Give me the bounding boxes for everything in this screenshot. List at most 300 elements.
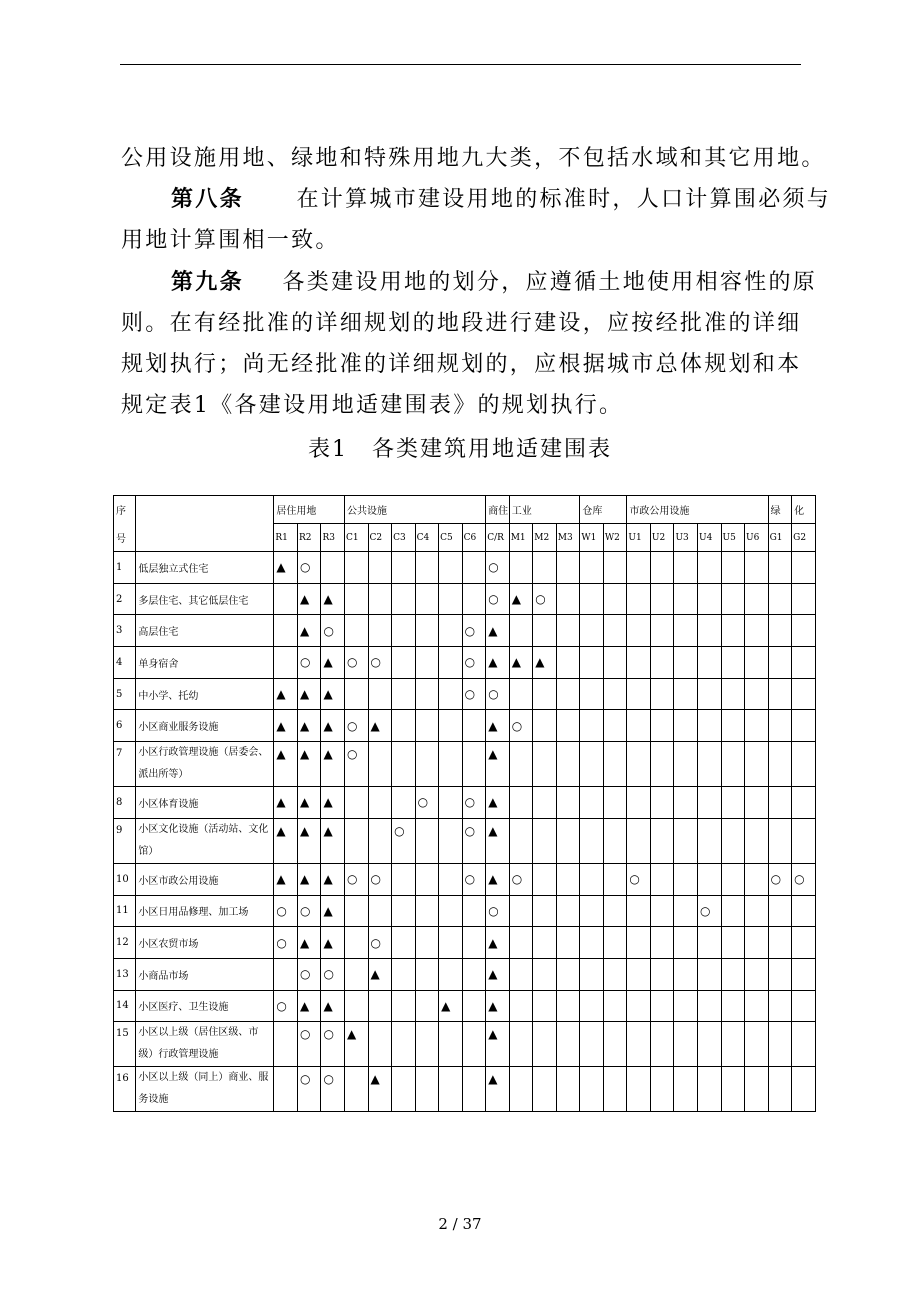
conditional-mark: ○: [486, 678, 510, 710]
row-number: 9: [114, 818, 136, 863]
empty-cell: [345, 615, 369, 647]
empty-cell: [368, 1022, 392, 1067]
paragraph-article-9: [121, 262, 818, 426]
row-number: 15: [114, 1022, 136, 1067]
suitable-mark: ▲: [486, 787, 510, 819]
table-row: [114, 1067, 816, 1112]
table-row: [114, 678, 816, 710]
conditional-mark: ○: [462, 787, 486, 819]
row-number: 13: [114, 958, 136, 990]
conditional-mark: ○: [274, 990, 298, 1022]
empty-cell: [768, 1067, 792, 1112]
column-code: M3: [556, 524, 580, 552]
column-code: U5: [721, 524, 745, 552]
empty-cell: [745, 710, 769, 742]
row-name: 小区商业服务设施: [136, 710, 274, 742]
empty-cell: [721, 818, 745, 863]
empty-cell: [509, 1067, 533, 1112]
table-row: [114, 787, 816, 819]
row-name: 小区医疗、卫生设施: [136, 990, 274, 1022]
empty-cell: [580, 615, 604, 647]
column-code: C6: [462, 524, 486, 552]
column-code: U1: [627, 524, 651, 552]
suitable-mark: ▲: [274, 552, 298, 584]
conditional-mark: ○: [297, 958, 321, 990]
empty-cell: [721, 583, 745, 615]
suitable-mark: ▲: [297, 678, 321, 710]
empty-cell: [556, 787, 580, 819]
empty-cell: [439, 1067, 463, 1112]
empty-cell: [721, 895, 745, 927]
empty-cell: [533, 742, 557, 787]
row-name: 中小学、托幼: [136, 678, 274, 710]
empty-cell: [792, 710, 816, 742]
empty-cell: [603, 742, 627, 787]
empty-cell: [674, 927, 698, 959]
conditional-mark: ○: [297, 1067, 321, 1112]
empty-cell: [368, 742, 392, 787]
empty-cell: [745, 647, 769, 679]
conditional-mark: ○: [509, 863, 533, 895]
column-code: R2: [297, 524, 321, 552]
conditional-mark: ○: [297, 895, 321, 927]
empty-cell: [792, 678, 816, 710]
empty-cell: [392, 710, 416, 742]
empty-cell: [462, 958, 486, 990]
row-number: 11: [114, 895, 136, 927]
empty-cell: [368, 818, 392, 863]
empty-cell: [792, 787, 816, 819]
suitable-mark: ▲: [368, 958, 392, 990]
conditional-mark: ○: [345, 710, 369, 742]
suitable-mark: ▲: [439, 990, 463, 1022]
suitable-mark: ▲: [486, 615, 510, 647]
empty-cell: [392, 1022, 416, 1067]
column-code: U6: [745, 524, 769, 552]
empty-cell: [580, 742, 604, 787]
conditional-mark: ○: [533, 583, 557, 615]
empty-cell: [392, 787, 416, 819]
empty-cell: [439, 710, 463, 742]
empty-cell: [603, 863, 627, 895]
empty-cell: [439, 615, 463, 647]
empty-cell: [627, 583, 651, 615]
suitable-mark: ▲: [321, 895, 345, 927]
row-name: 低层独立式住宅: [136, 552, 274, 584]
column-code: C3: [392, 524, 416, 552]
empty-cell: [533, 958, 557, 990]
empty-cell: [368, 787, 392, 819]
empty-cell: [345, 552, 369, 584]
suitable-mark: ▲: [297, 787, 321, 819]
empty-cell: [697, 1022, 721, 1067]
empty-cell: [627, 615, 651, 647]
empty-cell: [745, 990, 769, 1022]
empty-cell: [674, 647, 698, 679]
empty-cell: [603, 1067, 627, 1112]
empty-cell: [580, 552, 604, 584]
empty-cell: [745, 958, 769, 990]
column-code: G2: [792, 524, 816, 552]
empty-cell: [697, 583, 721, 615]
conditional-mark: ○: [462, 615, 486, 647]
empty-cell: [650, 895, 674, 927]
conditional-mark: ○: [321, 1067, 345, 1112]
empty-cell: [721, 615, 745, 647]
empty-cell: [509, 552, 533, 584]
table-row: [114, 742, 816, 787]
conditional-mark: ○: [792, 863, 816, 895]
empty-cell: [697, 818, 721, 863]
conditional-mark: ○: [345, 863, 369, 895]
empty-cell: [580, 927, 604, 959]
conditional-mark: ○: [345, 742, 369, 787]
empty-cell: [533, 787, 557, 819]
empty-cell: [697, 990, 721, 1022]
empty-cell: [368, 615, 392, 647]
empty-cell: [650, 990, 674, 1022]
empty-cell: [321, 552, 345, 584]
column-code: C/R: [486, 524, 510, 552]
name-header: [136, 496, 274, 552]
table-row: [114, 927, 816, 959]
seq-header-bottom: 号: [114, 524, 136, 552]
row-number: 2: [114, 583, 136, 615]
empty-cell: [603, 927, 627, 959]
empty-cell: [368, 678, 392, 710]
empty-cell: [580, 678, 604, 710]
empty-cell: [674, 615, 698, 647]
conditional-mark: ○: [274, 927, 298, 959]
empty-cell: [650, 647, 674, 679]
empty-cell: [580, 958, 604, 990]
conditional-mark: ○: [297, 1022, 321, 1067]
empty-cell: [792, 1067, 816, 1112]
empty-cell: [439, 895, 463, 927]
suitable-mark: ▲: [509, 583, 533, 615]
row-number: 12: [114, 927, 136, 959]
conditional-mark: ○: [462, 647, 486, 679]
row-name: 小区体育设施: [136, 787, 274, 819]
column-code: W2: [603, 524, 627, 552]
conditional-mark: ○: [297, 647, 321, 679]
conditional-mark: ○: [392, 818, 416, 863]
empty-cell: [674, 895, 698, 927]
empty-cell: [392, 742, 416, 787]
empty-cell: [674, 1022, 698, 1067]
empty-cell: [509, 742, 533, 787]
empty-cell: [462, 552, 486, 584]
empty-cell: [674, 742, 698, 787]
empty-cell: [274, 647, 298, 679]
empty-cell: [792, 552, 816, 584]
empty-cell: [792, 958, 816, 990]
empty-cell: [580, 1022, 604, 1067]
empty-cell: [674, 552, 698, 584]
empty-cell: [627, 818, 651, 863]
empty-cell: [768, 895, 792, 927]
empty-cell: [368, 583, 392, 615]
suitable-mark: ▲: [297, 710, 321, 742]
empty-cell: [697, 710, 721, 742]
conditional-mark: ○: [368, 647, 392, 679]
empty-cell: [415, 895, 439, 927]
conditional-mark: ○: [697, 895, 721, 927]
empty-cell: [792, 818, 816, 863]
empty-cell: [627, 742, 651, 787]
empty-cell: [392, 990, 416, 1022]
row-name: 小商品市场: [136, 958, 274, 990]
empty-cell: [274, 1022, 298, 1067]
empty-cell: [792, 990, 816, 1022]
column-code: U3: [674, 524, 698, 552]
empty-cell: [627, 958, 651, 990]
empty-cell: [462, 990, 486, 1022]
suitable-mark: ▲: [274, 818, 298, 863]
table-row: [114, 990, 816, 1022]
conditional-mark: ○: [486, 552, 510, 584]
empty-cell: [392, 615, 416, 647]
article-8-text: 在计算城市建设用地的标准时，人口计算围必须与: [296, 187, 832, 212]
page-number: 2 / 37: [438, 1215, 482, 1233]
empty-cell: [603, 647, 627, 679]
empty-cell: [556, 895, 580, 927]
empty-cell: [674, 710, 698, 742]
empty-cell: [533, 818, 557, 863]
column-code: M2: [533, 524, 557, 552]
empty-cell: [650, 615, 674, 647]
group-header: 绿: [768, 496, 792, 524]
row-number: 4: [114, 647, 136, 679]
empty-cell: [674, 990, 698, 1022]
article-8-label: 第八条: [171, 186, 244, 212]
empty-cell: [415, 1067, 439, 1112]
empty-cell: [533, 1022, 557, 1067]
empty-cell: [392, 863, 416, 895]
group-header: 仓库: [580, 496, 627, 524]
empty-cell: [345, 1067, 369, 1112]
empty-cell: [345, 927, 369, 959]
column-code: R1: [274, 524, 298, 552]
column-code: U2: [650, 524, 674, 552]
conditional-mark: ○: [462, 818, 486, 863]
empty-cell: [745, 742, 769, 787]
empty-cell: [439, 787, 463, 819]
empty-cell: [345, 958, 369, 990]
suitable-mark: ▲: [274, 787, 298, 819]
table-row: [114, 647, 816, 679]
empty-cell: [697, 787, 721, 819]
empty-cell: [792, 615, 816, 647]
conditional-mark: ○: [462, 678, 486, 710]
empty-cell: [392, 583, 416, 615]
empty-cell: [392, 552, 416, 584]
empty-cell: [556, 710, 580, 742]
empty-cell: [674, 863, 698, 895]
empty-cell: [533, 990, 557, 1022]
empty-cell: [415, 927, 439, 959]
empty-cell: [697, 1067, 721, 1112]
suitable-mark: ▲: [321, 742, 345, 787]
suitable-mark: ▲: [321, 787, 345, 819]
conditional-mark: ○: [627, 863, 651, 895]
empty-cell: [533, 710, 557, 742]
empty-cell: [697, 647, 721, 679]
conditional-mark: ○: [768, 863, 792, 895]
empty-cell: [415, 710, 439, 742]
empty-cell: [627, 990, 651, 1022]
empty-cell: [392, 958, 416, 990]
empty-cell: [556, 990, 580, 1022]
empty-cell: [792, 895, 816, 927]
suitable-mark: ▲: [321, 818, 345, 863]
conditional-mark: ○: [462, 863, 486, 895]
empty-cell: [345, 583, 369, 615]
suitable-mark: ▲: [274, 742, 298, 787]
empty-cell: [603, 583, 627, 615]
empty-cell: [580, 710, 604, 742]
suitable-mark: ▲: [297, 818, 321, 863]
empty-cell: [603, 1022, 627, 1067]
suitable-mark: ▲: [297, 927, 321, 959]
empty-cell: [674, 1067, 698, 1112]
row-number: 1: [114, 552, 136, 584]
empty-cell: [768, 552, 792, 584]
empty-cell: [580, 863, 604, 895]
suitable-mark: ▲: [486, 647, 510, 679]
suitable-mark: ▲: [368, 710, 392, 742]
empty-cell: [745, 818, 769, 863]
land-use-table: [113, 495, 816, 1112]
empty-cell: [368, 990, 392, 1022]
empty-cell: [580, 990, 604, 1022]
empty-cell: [345, 990, 369, 1022]
table-header-groups: [114, 496, 816, 524]
empty-cell: [580, 583, 604, 615]
empty-cell: [745, 678, 769, 710]
article-9-text: 各类建设用地的划分，应遵循土地使用相容性的原: [282, 270, 818, 295]
suitable-mark: ▲: [321, 583, 345, 615]
empty-cell: [697, 552, 721, 584]
row-name: 小区以上级（居住区级、市级）行政管理设施: [136, 1022, 274, 1067]
row-number: 3: [114, 615, 136, 647]
empty-cell: [274, 615, 298, 647]
row-name: 小区以上级（同上）商业、服务设施: [136, 1067, 274, 1112]
column-code: M1: [509, 524, 533, 552]
empty-cell: [697, 863, 721, 895]
paragraph-article-8: [121, 179, 832, 261]
empty-cell: [674, 818, 698, 863]
empty-cell: [603, 990, 627, 1022]
row-name: 小区文化设施（活动站、文化馆）: [136, 818, 274, 863]
empty-cell: [674, 583, 698, 615]
empty-cell: [768, 742, 792, 787]
empty-cell: [462, 895, 486, 927]
column-code: G1: [768, 524, 792, 552]
empty-cell: [768, 710, 792, 742]
article-9-label: 第九条: [171, 269, 244, 295]
empty-cell: [603, 818, 627, 863]
empty-cell: [721, 647, 745, 679]
suitable-mark: ▲: [321, 647, 345, 679]
table-row: [114, 818, 816, 863]
empty-cell: [556, 647, 580, 679]
empty-cell: [533, 552, 557, 584]
empty-cell: [439, 647, 463, 679]
empty-cell: [580, 787, 604, 819]
empty-cell: [415, 615, 439, 647]
suitable-mark: ▲: [486, 818, 510, 863]
empty-cell: [556, 958, 580, 990]
suitable-mark: ▲: [509, 647, 533, 679]
row-number: 7: [114, 742, 136, 787]
conditional-mark: ○: [368, 863, 392, 895]
empty-cell: [533, 615, 557, 647]
suitable-mark: ▲: [486, 710, 510, 742]
empty-cell: [556, 863, 580, 895]
empty-cell: [603, 552, 627, 584]
suitable-mark: ▲: [274, 710, 298, 742]
suitable-mark: ▲: [368, 1067, 392, 1112]
column-code: C4: [415, 524, 439, 552]
empty-cell: [603, 787, 627, 819]
empty-cell: [721, 742, 745, 787]
table-row: [114, 583, 816, 615]
empty-cell: [415, 742, 439, 787]
group-header: 化: [792, 496, 816, 524]
column-code: C5: [439, 524, 463, 552]
empty-cell: [627, 678, 651, 710]
empty-cell: [415, 990, 439, 1022]
table-row: [114, 863, 816, 895]
suitable-mark: ▲: [274, 863, 298, 895]
suitable-mark: ▲: [486, 1067, 510, 1112]
empty-cell: [533, 678, 557, 710]
empty-cell: [462, 927, 486, 959]
paragraph-article-7-end: [121, 138, 826, 179]
empty-cell: [509, 678, 533, 710]
empty-cell: [415, 1022, 439, 1067]
empty-cell: [650, 927, 674, 959]
empty-cell: [439, 863, 463, 895]
conditional-mark: ○: [321, 958, 345, 990]
empty-cell: [650, 742, 674, 787]
empty-cell: [415, 552, 439, 584]
empty-cell: [439, 927, 463, 959]
empty-cell: [439, 958, 463, 990]
empty-cell: [650, 678, 674, 710]
empty-cell: [603, 958, 627, 990]
empty-cell: [509, 818, 533, 863]
conditional-mark: ○: [321, 615, 345, 647]
article-9-text-l4: 规定表1《各建设用地适建围表》的规划执行。: [121, 393, 624, 418]
suitable-mark: ▲: [321, 927, 345, 959]
empty-cell: [721, 863, 745, 895]
suitable-mark: ▲: [486, 1022, 510, 1067]
empty-cell: [745, 1067, 769, 1112]
empty-cell: [721, 990, 745, 1022]
empty-cell: [462, 710, 486, 742]
empty-cell: [580, 895, 604, 927]
table-caption: 表1 各类建筑用地适建围表: [308, 437, 612, 462]
empty-cell: [462, 583, 486, 615]
suitable-mark: ▲: [321, 863, 345, 895]
empty-cell: [462, 1067, 486, 1112]
empty-cell: [462, 1022, 486, 1067]
empty-cell: [697, 927, 721, 959]
empty-cell: [721, 678, 745, 710]
empty-cell: [556, 552, 580, 584]
